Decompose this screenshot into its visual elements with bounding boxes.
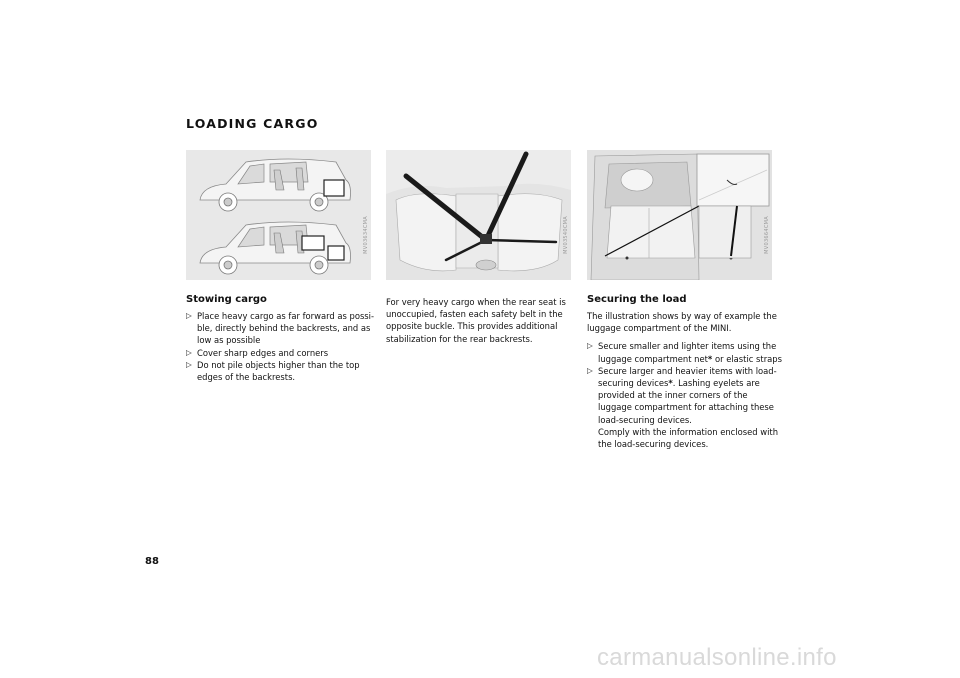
list-item: ▷ Cover sharp edges and corners [186, 347, 329, 358]
securing-load-intro: The illustration shows by way of example the luggage compartment of the MINI. [587, 311, 777, 334]
heavy-cargo-paragraph: For very heavy cargo when the rear seat is unoccupied, fasten each safety belt in the opposite buckle. This provides additional stabilization for the rear backrests. [386, 297, 566, 344]
bullet-arrow-icon: ▷ [587, 341, 593, 351]
page-number: 88 [145, 556, 159, 567]
column-securing-load [587, 294, 782, 450]
bullet-arrow-icon: ▷ [186, 359, 192, 369]
figure-code: MV03540CMA [563, 216, 569, 254]
figure-code: MV03634CMA [363, 216, 369, 254]
list-item: ▷ Secure smaller and lighter items using the luggage compartment net* or elastic straps [587, 341, 782, 364]
rear-seat-illustration [386, 150, 571, 280]
figure-code: MV03664CMA [764, 216, 770, 254]
bullet-arrow-icon: ▷ [186, 347, 192, 357]
option-star: * [707, 353, 713, 364]
heading-stowing-cargo: Stowing cargo [186, 294, 267, 305]
watermark: carmanualsonline.info [597, 644, 837, 671]
list-item: ▷ Do not pile objects higher than the top edges of the backrests. [186, 359, 360, 383]
securing-load-list [587, 340, 782, 450]
car-side-illustration [186, 150, 371, 280]
list-item: ▷ Place heavy cargo as far forward as possi-ble, directly behind the backrests, and as low as possible [186, 311, 375, 346]
luggage-compartment-illustration [587, 150, 772, 280]
section-title: LOADING CARGO [186, 116, 319, 131]
bullet-arrow-icon: ▷ [587, 365, 593, 375]
list-item: ▷ Secure larger and heavier items with load-securing devices*. Lashing eyelets are provided at the inner corners of the luggage compartment for attaching these load-securing devices. Comply with the information enclosed with the load-securing devices. [587, 365, 782, 450]
column-heavy-cargo [386, 296, 578, 345]
bullet-arrow-icon: ▷ [186, 311, 192, 320]
figure-rear-seat-belts [386, 150, 571, 280]
heading-securing-load: Securing the load [587, 294, 687, 305]
option-star: * [668, 378, 673, 389]
column-stowing-cargo [186, 294, 381, 383]
stowing-cargo-list [186, 310, 381, 383]
figure-luggage-compartment [587, 150, 772, 280]
bullet-extra-note: Comply with the information enclosed with the load-securing devices. [598, 426, 779, 450]
figure-stowing-cargo [186, 150, 371, 280]
